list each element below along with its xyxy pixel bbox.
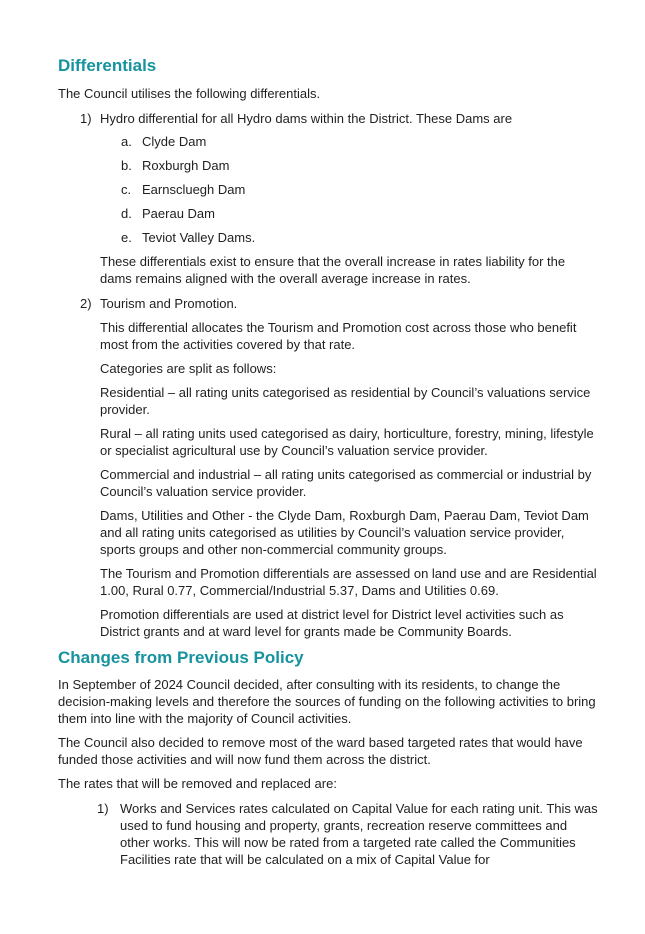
tourism-paragraph: Categories are split as follows: <box>100 361 277 376</box>
tourism-paragraph: Rural – all rating units used categorised as dairy, horticulture, forestry, mining, lifestyle or specialist agricultural use by Council’s valuation service provider. <box>100 426 594 458</box>
dam-list <box>58 133 598 246</box>
item-number: 2) <box>80 296 92 311</box>
list-item <box>58 229 598 246</box>
differential-item-tourism <box>58 295 598 312</box>
differentials-heading: Differentials <box>58 56 157 75</box>
list-item <box>58 181 598 198</box>
list-letter: d. <box>121 206 132 221</box>
changes-heading: Changes from Previous Policy <box>58 648 304 667</box>
document-page <box>58 56 598 868</box>
list-text: Paerau Dam <box>142 206 215 221</box>
list-item <box>58 157 598 174</box>
item-number: 1) <box>80 111 92 126</box>
differentials-intro: The Council utilises the following differentials. <box>58 86 321 101</box>
tourism-paragraph: Promotion differentials are used at district level for District level activities such as District grants and at ward level for grants made be Community Boards. <box>100 607 564 639</box>
list-text: Teviot Valley Dams. <box>142 230 256 245</box>
removed-rates-list <box>58 800 598 868</box>
differential-item-hydro <box>58 110 598 127</box>
item-text: Tourism and Promotion. <box>100 296 238 311</box>
list-letter: b. <box>121 158 132 173</box>
list-item <box>58 205 598 222</box>
list-text: Earnscluegh Dam <box>142 182 246 197</box>
list-text: Clyde Dam <box>142 134 207 149</box>
list-text: Roxburgh Dam <box>142 158 230 173</box>
list-letter: c. <box>121 182 132 197</box>
tourism-paragraph: This differential allocates the Tourism and Promotion cost across those who benefit most from the activities covered by that rate. <box>100 320 577 352</box>
tourism-paragraph: Commercial and industrial – all rating units categorised as commercial or industrial by Council’s valuation service provider. <box>100 467 592 499</box>
list-item <box>58 133 598 150</box>
changes-paragraph: The rates that will be removed and replaced are: <box>58 776 337 791</box>
changes-paragraph: The Council also decided to remove most of the ward based targeted rates that would have funded those activities and will now fund them across the district. <box>58 735 583 767</box>
list-letter: e. <box>121 230 132 245</box>
item-text: Works and Services rates calculated on Capital Value for each rating unit. This was used to fund housing and property, grants, recreation reserve committees and other works. This will now be rated from a targeted rate called the Communities Facilities rate that will be calculated on a mix of Capital Value for <box>120 801 598 867</box>
list-letter: a. <box>121 134 132 149</box>
hydro-note: These differentials exist to ensure that the overall increase in rates liability for the dams remains aligned with the overall average increase in rates. <box>100 254 566 286</box>
item-number: 1) <box>97 801 109 816</box>
tourism-paragraph: Residential – all rating units categorised as residential by Council’s valuations service provider. <box>100 385 591 417</box>
tourism-paragraph: The Tourism and Promotion differentials are assessed on land use and are Residential 1.00, Rural 0.77, Commercial/Industrial 5.37, Dams and Utilities 0.69. <box>100 566 597 598</box>
tourism-paragraph: Dams, Utilities and Other - the Clyde Dam, Roxburgh Dam, Paerau Dam, Teviot Dam and all rating units categorised as utilities by Council’s valuation service provider, sports groups and other non-commercial community groups. <box>100 508 589 557</box>
changes-paragraph: In September of 2024 Council decided, after consulting with its residents, to change the decision-making levels and therefore the sources of funding on the following activities to bring them into line with the majority of Council activities. <box>58 677 596 726</box>
item-text: Hydro differential for all Hydro dams within the District. These Dams are <box>100 111 513 126</box>
removed-rate-item <box>58 800 598 868</box>
